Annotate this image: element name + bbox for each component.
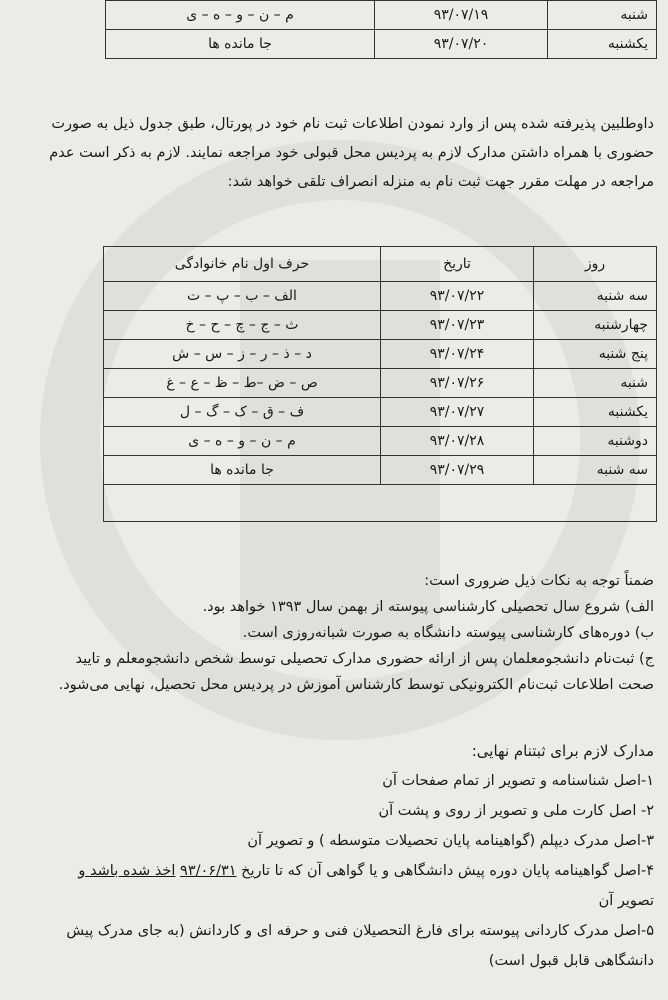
table-row bbox=[104, 369, 657, 398]
empty-row bbox=[104, 485, 657, 522]
header-letters: حرف اول نام خانوادگی bbox=[104, 247, 381, 282]
item4-deadline-date: ۹۳/۰۶/۳۱ bbox=[180, 863, 237, 879]
top-schedule-table bbox=[105, 0, 657, 59]
documents-heading: مدارک لازم برای ثبتنام نهایی: bbox=[471, 742, 654, 760]
letters-cell: الف – ب – پ – ت bbox=[104, 282, 381, 311]
intro-line: داوطلبین پذیرفته شده پس از وارد نمودن اطلاعات ثبت نام خود در پورتال، طبق جدول ذیل به صورت bbox=[51, 116, 654, 132]
table-row bbox=[106, 30, 657, 59]
empty-cell bbox=[104, 485, 657, 522]
letters-cell: م – ن – و – ه – ی bbox=[106, 1, 375, 30]
day-cell: پنج شنبه bbox=[534, 340, 657, 369]
note-c-line2: صحت اطلاعات ثبت‌نام الکترونیکی توسط کارشناس آموزش در پردیس محل تحصیل، نهایی می‌شود. bbox=[58, 677, 654, 693]
letters-cell: ف – ق – ک – گ – ل bbox=[104, 398, 381, 427]
date-cell: ۹۳/۰۷/۲۹ bbox=[381, 456, 534, 485]
header-date: تاریخ bbox=[381, 247, 534, 282]
intro-line: مراجعه در مهلت مقرر جهت ثبت نام به منزله انصراف تلقی خواهد شد: bbox=[227, 174, 654, 190]
letters-cell: م – ن – و – ه – ی bbox=[104, 427, 381, 456]
header-day: روز bbox=[534, 247, 657, 282]
letters-cell: د – ذ – ر – ز – س – ش bbox=[104, 340, 381, 369]
document-item-5: ۵-اصل مدرک کاردانی پیوسته برای فارغ التحصیلان فنی و حرفه ای و کاردانش (به جای مدرک پیش bbox=[66, 923, 654, 939]
document-item-2: ۲- اصل کارت ملی و تصویر از روی و پشت آن bbox=[378, 803, 654, 819]
date-cell: ۹۳/۰۷/۲۲ bbox=[381, 282, 534, 311]
day-cell: شنبه bbox=[548, 1, 657, 30]
date-cell: ۹۳/۰۷/۲۴ bbox=[381, 340, 534, 369]
required-documents-section bbox=[14, 736, 654, 976]
intro-paragraph bbox=[14, 110, 654, 197]
item4-text: ۴-اصل گواهینامه پایان دوره پیش دانشگاهی و یا گواهی آن که تا تاریخ bbox=[241, 863, 654, 879]
letters-cell: ص – ض –ط – ظ – ع – غ bbox=[104, 369, 381, 398]
letters-cell: جا مانده ها bbox=[106, 30, 375, 59]
registration-schedule-table bbox=[103, 246, 657, 522]
document-item-5-line2: دانشگاهی قابل قبول است) bbox=[488, 953, 654, 969]
item4-text-end: اخذ شده باشد و bbox=[78, 863, 176, 879]
day-cell: یکشنبه bbox=[534, 398, 657, 427]
table-row bbox=[104, 311, 657, 340]
notes-section bbox=[14, 568, 654, 698]
table-row bbox=[104, 427, 657, 456]
intro-line: حضوری با همراه داشتن مدارک لازم به پردیس محل قبولی خود مراجعه نمایند. لازم به ذکر است عدم bbox=[49, 145, 654, 161]
table-header-row bbox=[104, 247, 657, 282]
note-c-line1: ج) ثبت‌نام دانشجومعلمان پس از ارائه حضوری مدارک تحصیلی توسط شخص دانشجومعلم و تایید bbox=[75, 651, 654, 667]
date-cell: ۹۳/۰۷/۱۹ bbox=[375, 1, 548, 30]
date-cell: ۹۳/۰۷/۲۶ bbox=[381, 369, 534, 398]
date-cell: ۹۳/۰۷/۲۸ bbox=[381, 427, 534, 456]
letters-cell: جا مانده ها bbox=[104, 456, 381, 485]
table-row bbox=[104, 398, 657, 427]
day-cell: یکشنبه bbox=[548, 30, 657, 59]
document-item-3: ۳-اصل مدرک دیپلم (گواهینامه پایان تحصیلات متوسطه ) و تصویر آن bbox=[247, 833, 654, 849]
day-cell: شنبه bbox=[534, 369, 657, 398]
notes-heading: ضمناً توجه به نکات ذیل ضروری است: bbox=[424, 573, 654, 589]
document-item-4 bbox=[14, 856, 654, 886]
note-a: الف) شروع سال تحصیلی کارشناسی پیوسته از بهمن سال ۱۳۹۳ خواهد بود. bbox=[202, 599, 654, 615]
document-item-1: ۱-اصل شناسنامه و تصویر از تمام صفحات آن bbox=[382, 773, 654, 789]
day-cell: سه شنبه bbox=[534, 456, 657, 485]
date-cell: ۹۳/۰۷/۲۷ bbox=[381, 398, 534, 427]
table-row bbox=[104, 456, 657, 485]
date-cell: ۹۳/۰۷/۲۳ bbox=[381, 311, 534, 340]
document-item-4-line2: تصویر آن bbox=[598, 893, 654, 909]
table-row bbox=[106, 1, 657, 30]
day-cell: چهارشنبه bbox=[534, 311, 657, 340]
date-cell: ۹۳/۰۷/۲۰ bbox=[375, 30, 548, 59]
table-row bbox=[104, 340, 657, 369]
day-cell: دوشنبه bbox=[534, 427, 657, 456]
day-cell: سه شنبه bbox=[534, 282, 657, 311]
letters-cell: ث – ج – چ – ح – خ bbox=[104, 311, 381, 340]
note-b: ب) دوره‌های کارشناسی پیوسته دانشگاه به صورت شبانه‌روزی است. bbox=[242, 625, 654, 641]
table-row bbox=[104, 282, 657, 311]
